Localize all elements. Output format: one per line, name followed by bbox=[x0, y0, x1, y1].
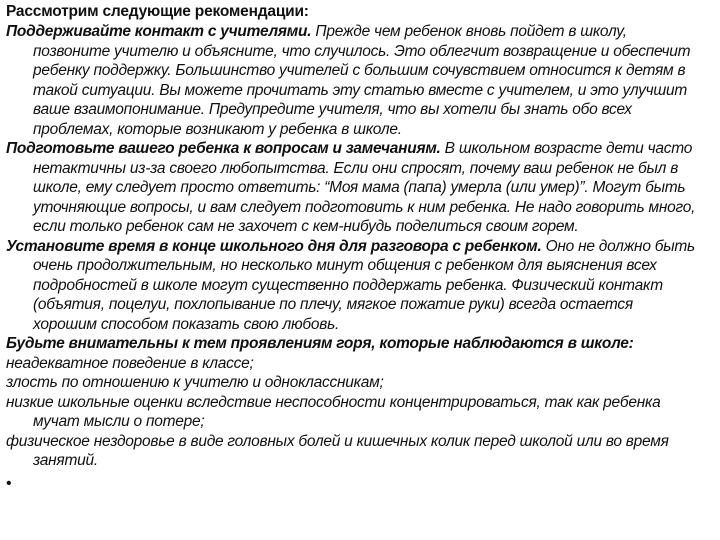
list-item: злость по отношению к учителю и одноклассникам; bbox=[6, 374, 384, 391]
list-item: неадекватное поведение в классе; bbox=[6, 354, 254, 372]
empty-bullet: • bbox=[6, 474, 12, 492]
document-body bbox=[6, 2, 696, 495]
recommendation-lead: Установите время в конце школьного дня для разговора с ребенком. bbox=[6, 237, 542, 255]
recommendation-lead: Подготовьте вашего ребенка к вопросам и замечаниям. bbox=[6, 140, 441, 157]
recommendation-text: Оно не должно быть очень продолжительным, но несколько минут общения с ребенком для выяснения всех подробностей в школе могут существенно поддержать ребенка. Физический контакт (объятия, поцелуи, похлопывание по плечу, мягкое пожатие руки) всегда остается хорошим способом показать свою любовь. bbox=[33, 237, 695, 333]
recommendation-lead: Будьте внимательны к тем проявлениям горя, которые наблюдаются в школе: bbox=[6, 335, 634, 352]
page-heading: Рассмотрим следующие рекомендации: bbox=[6, 3, 309, 20]
recommendation-prepare-child bbox=[6, 139, 696, 237]
recommendation-text: В школьном возрасте дети часто нетактичны из-за своего любопытства. Если они спросят, почему ваш ребенок не был в школе, ему следует просто ответить: “Моя мама (папа) умерла (или умер)”. Могут быть уточняющие вопросы, и вам следует подготовить к ним ребенка. Не надо говорить много, если только ребенок сам не захочет с кем-нибудь поделиться своим горем. bbox=[33, 140, 696, 235]
recommendation-lead: Поддерживайте контакт с учителями. bbox=[6, 23, 312, 40]
list-item: низкие школьные оценки вследствие неспособности концентрироваться, так как ребенка мучат мысли о потере; bbox=[6, 393, 661, 430]
recommendation-watch-signs bbox=[6, 334, 696, 354]
recommendation-contact-teachers bbox=[6, 22, 696, 139]
recommendation-set-time bbox=[6, 237, 696, 335]
recommendation-text: Прежде чем ребенок вновь пойдет в школу, позвоните учителю и объясните, что случилось. Это облегчит возвращение и обеспечит ребенку поддержку. Большинство учителей с большим сочувствием относится к детям в такой ситуации. Вы можете прочитать эту статью вместе с учителем, и это улучшит ваше взаимопонимание. Предупредите учителя, что вы хотели бы знать обо всех проблемах, которые возникают у ребенка в школе. bbox=[33, 23, 691, 138]
list-item: физическое нездоровье в виде головных болей и кишечных колик перед школой или во время занятий. bbox=[6, 432, 669, 469]
